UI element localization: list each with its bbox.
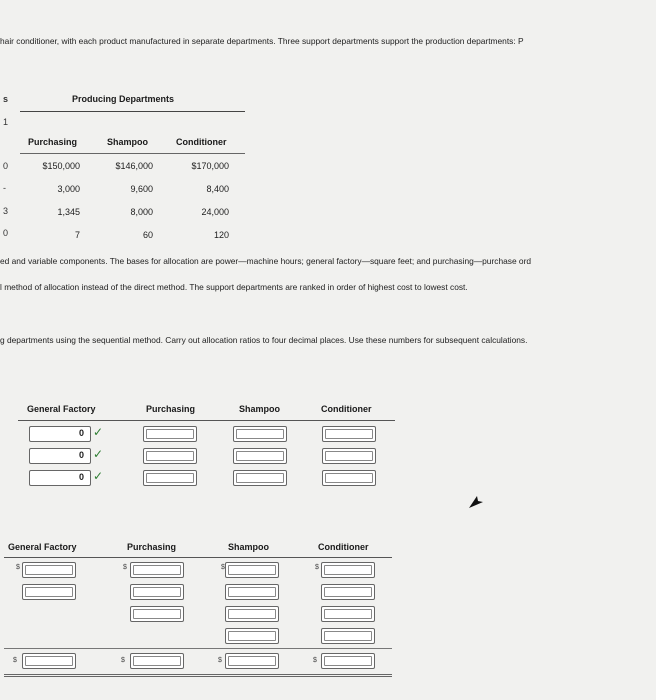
table-cell: 120 xyxy=(213,230,229,240)
alloc-input-shampoo[interactable] xyxy=(225,628,279,644)
total-input-conditioner[interactable] xyxy=(321,653,375,669)
ratio-header-rule xyxy=(18,420,395,421)
alloc-input-general-factory[interactable] xyxy=(22,584,76,600)
total-input-shampoo[interactable] xyxy=(225,653,279,669)
ratio-input-purchasing[interactable] xyxy=(143,470,197,486)
table-cell: 24,000 xyxy=(201,207,229,217)
ratio-input-conditioner[interactable] xyxy=(322,426,376,442)
currency-symbol: $ xyxy=(218,657,222,664)
table-cell: $150,000 xyxy=(42,161,80,171)
check-icon: ✓ xyxy=(93,469,104,483)
alloc-input-purchasing[interactable] xyxy=(130,584,184,600)
currency-symbol: $ xyxy=(221,564,225,571)
table-cell: 9,600 xyxy=(130,184,153,194)
alloc-input-general-factory[interactable] xyxy=(22,562,76,578)
ratio-col-purchasing: Purchasing xyxy=(146,404,196,414)
edge-mark: - xyxy=(3,183,6,193)
alloc-input-shampoo[interactable] xyxy=(225,606,279,622)
double-rule xyxy=(4,676,392,677)
total-input-general-factory[interactable] xyxy=(22,653,76,669)
alloc-input-shampoo[interactable] xyxy=(225,584,279,600)
edge-mark: 1 xyxy=(3,117,9,127)
edge-mark: 3 xyxy=(3,206,9,216)
cursor-icon xyxy=(468,495,484,509)
alloc-header-rule xyxy=(4,557,392,558)
edge-mark: 0 xyxy=(3,161,9,171)
ratio-select-value: 0 xyxy=(78,428,84,438)
alloc-input-shampoo[interactable] xyxy=(225,562,279,578)
table-cell: 1,345 xyxy=(57,207,80,217)
ratio-input-purchasing[interactable] xyxy=(143,426,197,442)
alloc-input-conditioner[interactable] xyxy=(321,606,375,622)
intro-text: hair conditioner, with each product manufactured in separate departments. Three support departments support the production departments: P xyxy=(0,36,524,46)
table-cell: $170,000 xyxy=(191,161,229,171)
ratio-select[interactable] xyxy=(29,470,91,486)
table-cell: 3,000 xyxy=(57,184,80,194)
alloc-col-purchasing: Purchasing xyxy=(127,542,177,552)
alloc-input-conditioner[interactable] xyxy=(321,628,375,644)
table-cell: $146,000 xyxy=(115,161,153,171)
ratio-input-conditioner[interactable] xyxy=(322,470,376,486)
check-icon: ✓ xyxy=(93,447,104,461)
ratio-input-shampoo[interactable] xyxy=(233,426,287,442)
currency-symbol: $ xyxy=(16,564,20,571)
double-rule xyxy=(4,674,392,675)
ratio-select[interactable] xyxy=(29,448,91,464)
ratio-col-general-factory: General Factory xyxy=(27,404,96,414)
currency-symbol: $ xyxy=(13,657,17,664)
ratio-input-conditioner[interactable] xyxy=(322,448,376,464)
currency-symbol: $ xyxy=(121,657,125,664)
col-header-purchasing: Purchasing xyxy=(28,137,78,147)
check-icon: ✓ xyxy=(93,425,104,439)
paragraph-method: l method of allocation instead of the direct method. The support departments are ranked in order of highest cost to lowest cost. xyxy=(0,282,468,292)
table-cell: 7 xyxy=(74,230,80,240)
alloc-col-general-factory: General Factory xyxy=(8,542,77,552)
ratio-input-shampoo[interactable] xyxy=(233,470,287,486)
col-header-conditioner: Conditioner xyxy=(176,137,227,147)
ratio-select-value: 0 xyxy=(78,450,84,460)
col-header-rule xyxy=(20,153,245,154)
total-input-purchasing[interactable] xyxy=(130,653,184,669)
table-cell: 60 xyxy=(142,230,153,240)
alloc-input-conditioner[interactable] xyxy=(321,562,375,578)
ratio-col-conditioner: Conditioner xyxy=(321,404,372,414)
alloc-input-purchasing[interactable] xyxy=(130,606,184,622)
ratio-input-shampoo[interactable] xyxy=(233,448,287,464)
currency-symbol: $ xyxy=(315,564,319,571)
header-rule xyxy=(20,111,245,112)
producing-departments-header: Producing Departments xyxy=(72,94,175,104)
alloc-input-conditioner[interactable] xyxy=(321,584,375,600)
col-header-shampoo: Shampoo xyxy=(107,137,149,147)
paragraph-instructions: g departments using the sequential method. Carry out allocation ratios to four decimal places. Use these numbers for subsequent calculations. xyxy=(0,335,528,345)
alloc-col-conditioner: Conditioner xyxy=(318,542,369,552)
currency-symbol: $ xyxy=(123,564,127,571)
ratio-col-shampoo: Shampoo xyxy=(239,404,281,414)
ratio-select-value: 0 xyxy=(78,472,84,482)
currency-symbol: $ xyxy=(313,657,317,664)
total-rule xyxy=(4,648,392,649)
edge-mark: s xyxy=(3,94,9,104)
table-cell: 8,400 xyxy=(206,184,229,194)
ratio-input-purchasing[interactable] xyxy=(143,448,197,464)
table-cell: 8,000 xyxy=(130,207,153,217)
ratio-select[interactable] xyxy=(29,426,91,442)
edge-mark: 0 xyxy=(3,228,9,238)
alloc-col-shampoo: Shampoo xyxy=(228,542,270,552)
paragraph-allocation-bases: ed and variable components. The bases for allocation are power—machine hours; general factory—square feet; and purchasing—purchase ord xyxy=(0,256,532,266)
alloc-input-purchasing[interactable] xyxy=(130,562,184,578)
